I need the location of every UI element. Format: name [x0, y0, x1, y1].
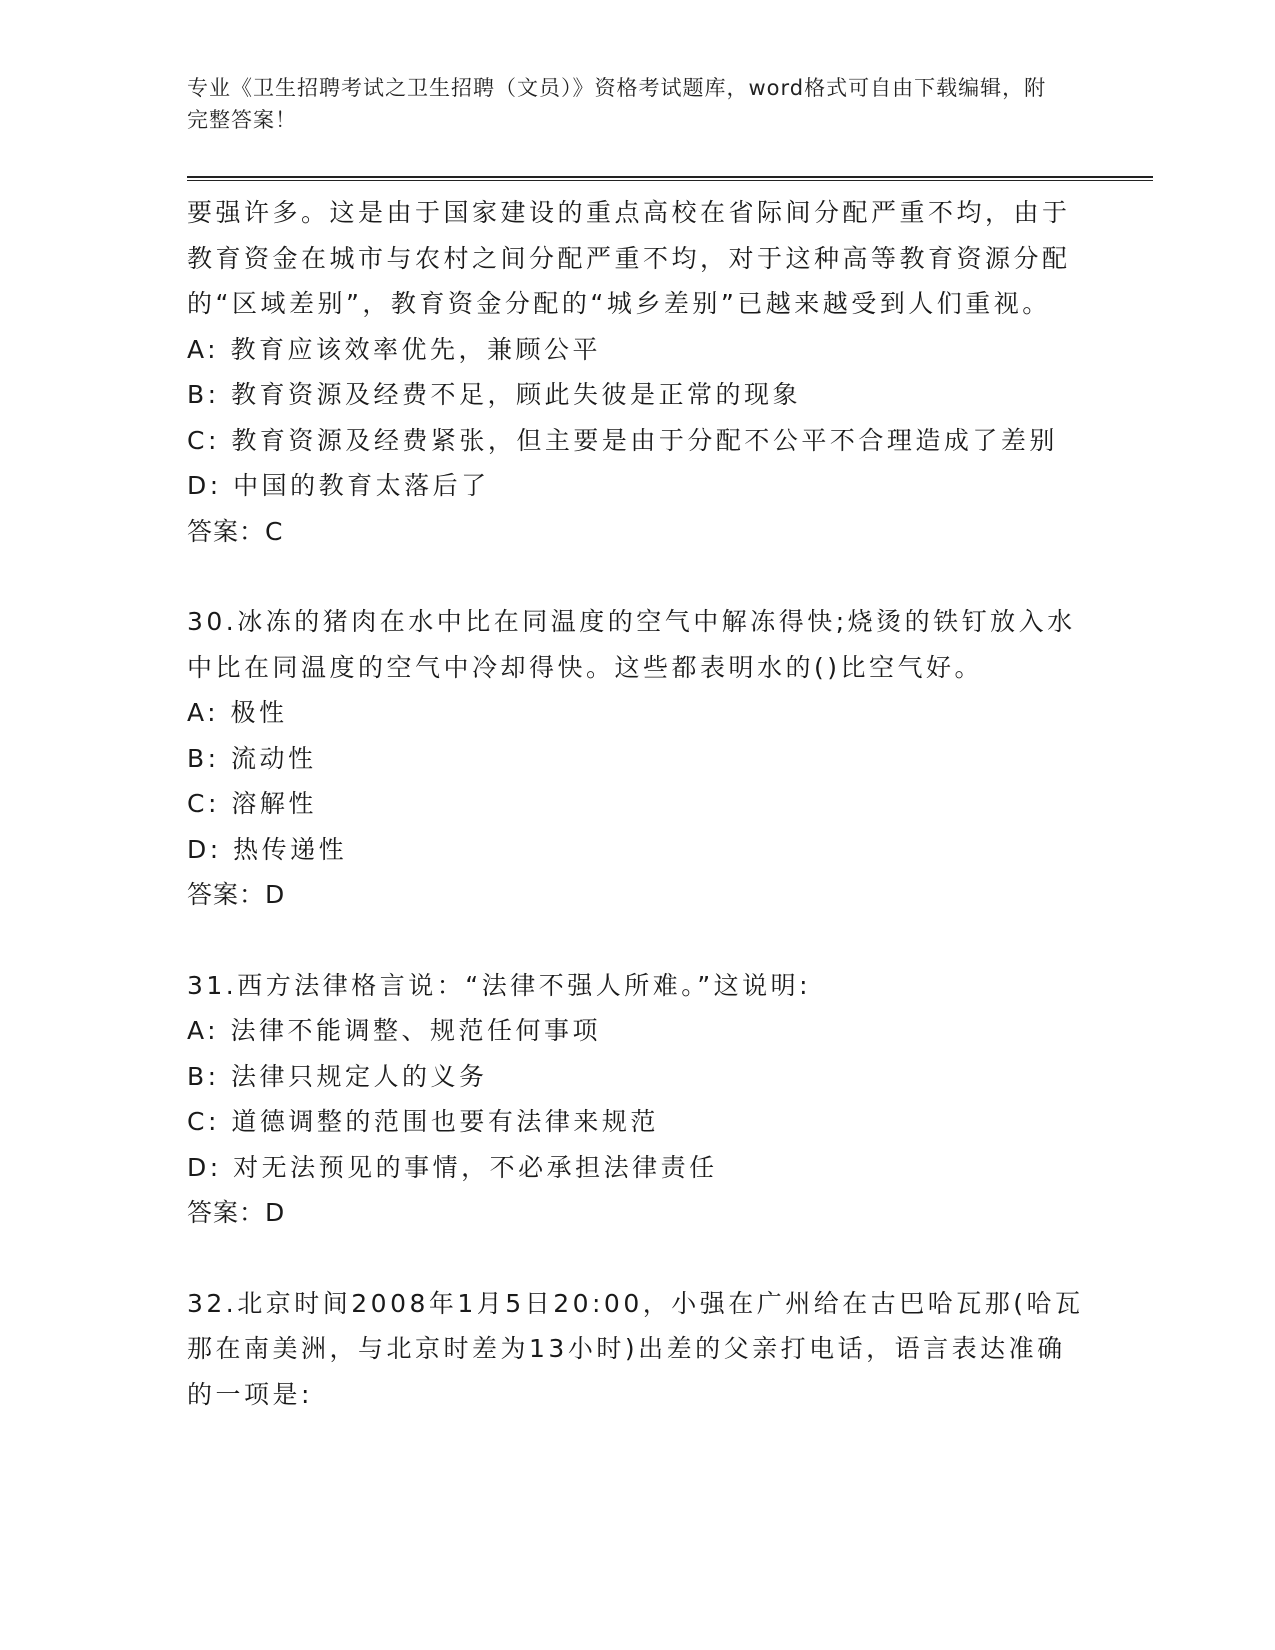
option-c: C: 教育资源及经费紧张，但主要是由于分配不公平不合理造成了差别 — [187, 425, 1058, 455]
answer-text: 答案：C — [187, 516, 284, 546]
header-divider — [187, 176, 1153, 181]
page-header: 专业《卫生招聘考试之卫生招聘（文员）》资格考试题库，word格式可自由下载编辑，附完整答案！ — [187, 76, 1047, 132]
answer-text: 答案：D — [187, 880, 286, 909]
question-stem: 32.北京时间2008年1月5日20:00，小强在广州给在古巴哈瓦那(哈瓦那在南美洲，与北京时差为13小时)出差的父亲打电话，语言表达准确的一项是: — [187, 1288, 1084, 1409]
answer-text: 答案：D — [187, 1198, 286, 1227]
question-stem: 要强许多。这是由于国家建设的重点高校在省际间分配严重不均，由于教育资金在城市与农村之间分配严重不均，对于这种高等教育资源分配的“区域差别”，教育资金分配的“城乡差别”已越来越受到人们重视。 — [187, 198, 1071, 318]
option-d: D: 对无法预见的事情，不必承担法律责任 — [187, 1152, 718, 1182]
option-a: A: 教育应该效率优先，兼顾公平 — [187, 334, 602, 364]
question-list — [187, 190, 1087, 1417]
question-stem: 31.西方法律格言说：“法律不强人所难。”这说明: — [187, 970, 812, 1000]
question-stem: 30.冰冻的猪肉在水中比在同温度的空气中解冻得快;烧烫的铁钉放入水中比在同温度的空气中冷却得快。这些都表明水的()比空气好。 — [187, 607, 1076, 682]
question-gap — [187, 554, 1087, 599]
option-d: D: 热传递性 — [187, 834, 348, 864]
option-b: B: 法律只规定人的义务 — [187, 1061, 488, 1091]
option-b: B: 流动性 — [187, 743, 317, 773]
option-a: A: 法律不能调整、规范任何事项 — [187, 1016, 602, 1045]
question-item — [187, 1281, 1087, 1418]
option-d: D: 中国的教育太落后了 — [187, 471, 490, 500]
question-item — [187, 963, 1087, 1236]
option-c: C: 溶解性 — [187, 789, 317, 818]
question-item — [187, 599, 1087, 918]
option-b: B: 教育资源及经费不足，顾此失彼是正常的现象 — [187, 380, 802, 409]
option-a: A: 极性 — [187, 698, 288, 727]
question-gap — [187, 1236, 1087, 1281]
question-gap — [187, 918, 1087, 963]
option-c: C: 道德调整的范围也要有法律来规范 — [187, 1107, 659, 1136]
question-item — [187, 190, 1087, 554]
